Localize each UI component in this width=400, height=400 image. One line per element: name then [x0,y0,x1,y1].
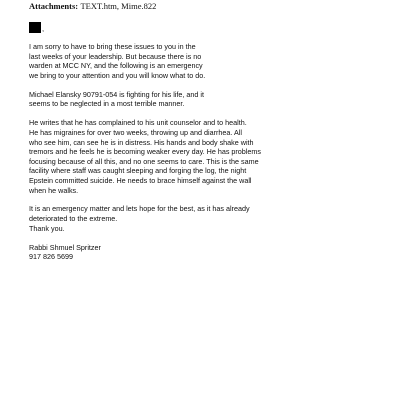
salutation-comma: , [42,24,45,33]
text-line: focusing because of all this, and no one seems to care. This is the same [29,156,259,166]
text-line: deteriorated to the extreme. [29,214,118,224]
text-line: seems to be neglected in a most terrible manner. [29,99,185,109]
paragraph-inmate [29,90,359,109]
text-line: facility where staff was caught sleeping and forging the log, the night [29,166,247,176]
paragraph-intro [29,42,359,80]
message-body [29,42,359,271]
paragraph-signature [29,243,359,262]
text-line: last weeks of your leadership. But because there is no [29,51,202,61]
text-line: who see him, can see he is in distress. His hands and body shake with [29,137,254,147]
text-line: Thank you. [29,223,65,233]
attachments-label: Attachments: [29,1,79,11]
attachments-value: TEXT.htm, Mime.822 [80,1,157,11]
text-line: Epstein committed suicide. He needs to brace himself against the wall [29,175,252,185]
signature-phone: 917 826 5699 [29,252,73,262]
text-line: warden at MCC NY, and the following is an emergency [29,61,203,71]
text-line: we bring to your attention and you will know what to do. [29,70,206,80]
paragraph-closing [29,204,359,233]
text-line: He has migraines for over two weeks, throwing up and diarrhea. All [29,127,242,137]
redaction-box [29,22,41,33]
text-line: tremors and he feels he is becoming weaker every day. He has problems [29,147,261,157]
text-line: when he walks. [29,185,79,195]
text-line: I am sorry to have to bring these issues to you in the [29,42,196,51]
signature-name: Rabbi Shmuel Spritzer [29,242,101,252]
text-line: He writes that he has complained to his unit counselor and to health. [29,118,247,128]
text-line: Michael Elansky 90791-054 is fighting for his life, and it [29,89,204,99]
text-line: It is an emergency matter and lets hope for the best, as it has already [29,204,250,214]
paragraph-symptoms [29,118,359,195]
attachments-header [29,1,156,12]
